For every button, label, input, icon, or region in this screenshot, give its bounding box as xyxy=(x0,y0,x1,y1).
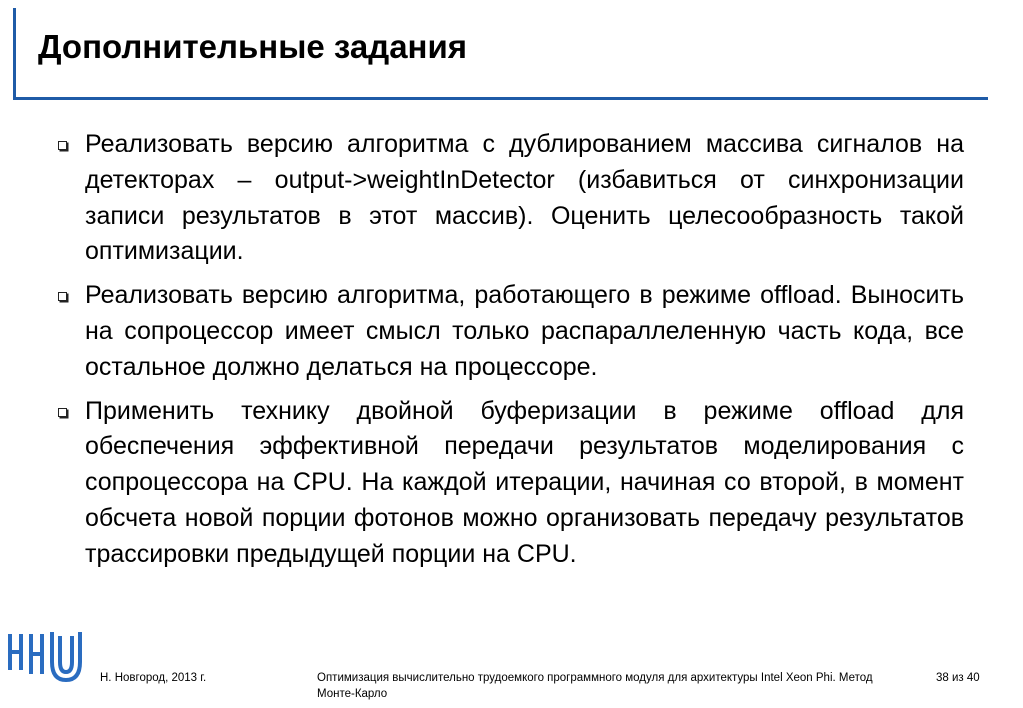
checkbox-square-icon xyxy=(58,141,67,150)
bullet-list xyxy=(58,127,964,581)
header-horizontal-rule xyxy=(13,97,988,100)
checkbox-square-icon xyxy=(58,292,67,301)
bullet-text: Применить технику двойной буферизации в режиме offload для обеспечения эффективной передачи результатов моделирования с сопроцессора на CPU. На каждой итерации, начиная со второй, в момент обсчета новой порции фотонов можно организовать передачу результатов трассировки предыдущей порции на CPU. xyxy=(85,396,964,568)
bullet-item xyxy=(58,127,964,270)
slide-title: Дополнительные задания xyxy=(38,28,468,65)
header-vertical-rule xyxy=(13,8,16,100)
checkbox-square-icon xyxy=(58,408,67,417)
bullet-text: Реализовать версию алгоритма с дублированием массива сигналов на детекторах – output->weightInDetector (избавиться от синхронизации записи результатов в этот массив). Оценить целесообразность такой оптимизации. xyxy=(85,130,964,266)
bullet-text: Реализовать версию алгоритма, работающего в режиме offload. Выносить на сопроцессор имеет смысл только распараллеленную часть кода, все остальное должно делаться на процессоре. xyxy=(85,281,964,381)
bullet-item xyxy=(58,278,964,385)
unn-logo-icon xyxy=(4,628,82,684)
footer-location: Н. Новгород, 2013 г. xyxy=(100,672,207,684)
footer-course-title: Оптимизация вычислительно трудоемкого программного модуля для архитектуры Intel Xeon Phi. Метод Монте-Карло xyxy=(317,672,873,700)
page-number: 38 из 40 xyxy=(936,672,980,684)
bullet-item xyxy=(58,394,964,573)
